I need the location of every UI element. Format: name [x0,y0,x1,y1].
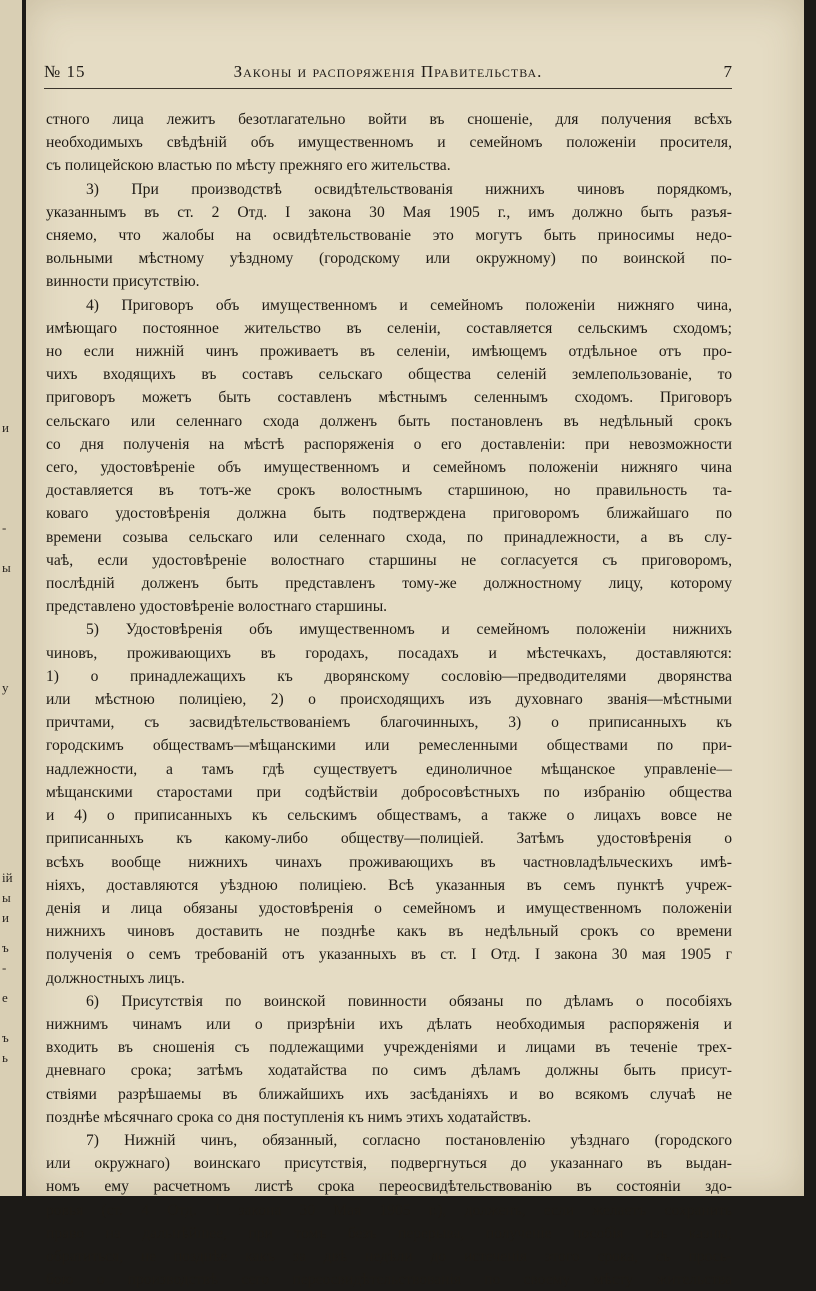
margin-fragment: у [2,680,9,695]
margin-fragment: ь [2,1050,8,1065]
text-line: причтами, съ засвидѣтельствованіемъ благочинныхъ, 3) о приписанныхъ къ [46,714,732,732]
previous-page-edge [0,0,22,1196]
text-line: 1) о принадлежащихъ къ дворянскому сословію—предводителями дворянства [46,667,732,685]
text-line: со дня полученія на мѣстѣ распоряженія о его доставленіи: при невозможности [46,435,732,453]
text-line: ніяхъ, доставляются уѣздною полиціею. Всѣ указанныя въ семъ пунктѣ учреж- [46,876,732,894]
text-line: стного лица лежитъ безотлагательно войти въ сношеніе, для получения всѣхъ [46,111,732,128]
margin-fragment: ій [2,870,13,885]
text-line: надлежности, а тамъ гдѣ существуетъ единоличное мѣщанское управленіе— [46,760,732,778]
margin-fragment: ъ [2,940,9,955]
text-line: винности присутствію. [46,273,200,291]
text-line: номъ ему расчетномъ листѣ срока переосвидѣтельствованію въ состояніи здо- [46,1178,732,1196]
text-line: 5) Удостовѣренія объ имущественномъ и семейномъ положеніи нижнихъ [86,621,732,639]
text-line: денія и лица обязаны удостовѣренія о семейномъ и имущественномъ положеніи [46,899,732,917]
text-line: чиновъ, проживающихъ въ городахъ, посадахъ и мѣстечкахъ, доставляются: [46,644,732,662]
margin-fragment: е [2,990,8,1005]
text-line: чаѣ, если удостовѣреніе волостнаго старшины не согласуется съ приговоромъ, [46,551,732,569]
text-line: съ полицейскою властью по мѣсту прежняго его жительства. [46,157,451,175]
text-line: ровья (ст. 4 Отд. I закона 30 Мая 1905 г.), долженъ, если желаетъ сохранить [46,1201,732,1219]
text-line: и 4) о приписанныхъ къ сельскимъ обществамъ, а также о лицахъ вовсе не [46,807,732,825]
text-line: или окружнаго) воинскаго присутствія, подвергнуться до указаннаго въ выдан- [46,1155,732,1173]
text-line: представлено удостовѣреніе волостнаго старшины. [46,598,388,616]
text-line: право на дальнѣйшее, при томъ безъ перерыва, полученіе пособія изъ казны, [46,1224,732,1242]
text-line: послѣдній долженъ быть представленъ тому-же должностному лицу, которому [46,575,732,593]
text-line: сельскаго или селеннаго схода долженъ быть постановленъ въ недѣльный срокъ [46,412,732,430]
text-line: полученія о семъ требованій отъ указанныхъ въ ст. I Отд. I закона 30 мая 1905 г [46,946,732,964]
text-line: 3) При производствѣ освидѣтельствованія нижнихъ чиновъ порядкомъ, [86,180,732,198]
text-line: приписанныхъ къ какому-либо обществу—полиціей. Затѣмъ удостовѣренія о [46,830,732,848]
text-line: приговоръ можетъ быть составленъ мѣстнымъ селеннымъ сходомъ. Приговоръ [46,389,732,407]
text-line: указаннымъ въ ст. 2 Отд. I закона 30 Мая 1905 г., имъ должно быть разъя- [46,203,732,221]
margin-fragment: и [2,420,9,435]
text-line: доставляется въ тотъ-же срокъ волостнымъ старшиною, но правильность та- [46,482,732,500]
text-line: чихъ входящихъ въ составъ сельскаго общества селеній землепользованіе, то [46,366,732,384]
text-line: 7) Нижній чинъ, обязанный, согласно постановленію уѣзднаго (городского [86,1131,732,1149]
text-line: 6) Присутствія по воинской повинности обязаны по дѣламъ о пособіяхъ [86,992,732,1010]
margin-fragment: ъ [2,1030,9,1045]
article-body [46,108,732,1291]
text-line: дневнаго срока; затѣмъ ходатайства по симъ дѣламъ должны быть присут- [46,1062,732,1080]
running-title: Законы и распоряженія Правительства. [233,62,543,81]
text-line: необходимыхъ свѣдѣній объ имущественномъ и семейномъ положеніи просителя, [46,134,732,152]
margin-fragment: и [2,910,9,925]
text-line: имѣющаго постоянное жительство въ селеніи, составляется сельскимъ сходомъ; [46,319,732,337]
text-line: входить въ сношенія съ подлежащими учрежденіями и лицами въ теченіе трех- [46,1039,732,1057]
text-line: сего, удостовѣреніе объ имущественномъ и семейномъ положеніи нижняго чина [46,459,732,477]
text-line: бою о производствѣ сего переосвидѣтельствованія по своему мѣсту жительства [46,1271,732,1289]
text-line: обратиться, не позднѣе какъ за двѣ недѣли до истеченія этого срока, съ прось- [46,1247,732,1265]
text-line: коваго удостовѣренія должна быть подтверждена приговоромъ ближайшаго по [46,505,732,523]
text-line: 4) Приговоръ объ имущественномъ и семейномъ положеніи нижняго чина, [86,296,732,314]
text-line: нижнимъ чинамъ или о призрѣніи ихъ дѣлать необходимыя распоряженія и [46,1015,732,1033]
page-number: 7 [723,62,732,81]
margin-fragment: ы [2,560,11,575]
document-page [26,0,804,1289]
margin-fragment: ы [2,890,11,905]
text-line: ствіями разрѣшаемы въ ближайшихъ ихъ засѣданіяхъ и во всякомъ случаѣ не [46,1085,732,1103]
margin-fragment: - [2,960,7,975]
page-header [44,62,732,89]
margin-fragment: - [2,520,7,535]
text-line: должностныхъ лицъ. [46,969,185,987]
text-line: вольными мѣстному уѣздному (городскому или окружному) по воинской по- [46,250,732,268]
text-line: позднѣе мѣсячнаго срока со дня поступленія къ нимъ этихъ ходатайствъ. [46,1108,532,1126]
text-line: нижнихъ чиновъ доставить не позднѣе какъ въ недѣльный срокъ со времени [46,923,732,941]
issue-number: № 15 [44,62,86,81]
text-line: городскимъ обществамъ—мѣщанскими или ремесленными обществами по при- [46,737,732,755]
text-line: или мѣстною полиціею, 2) о происходящихъ изъ духовнаго званія—мѣстными [46,691,732,709]
text-line: но если нижній чинъ проживаетъ въ селеніи, имѣющемъ отдѣльное отъ про- [46,343,732,361]
text-line: сняемо, что жалобы на освидѣтельствованіе это могутъ быть приносимы недо- [46,227,732,245]
text-line: мѣщанскими старостами при содѣйствіи добросовѣстныхъ по избранію общества [46,783,732,801]
text-line: времени созыва сельскаго или селеннаго схода, по принадлежности, а въ слу- [46,528,732,546]
text-line: всѣхъ вообще нижнихъ чинахъ проживающихъ въ частновладѣльческихъ имѣ- [46,853,732,871]
